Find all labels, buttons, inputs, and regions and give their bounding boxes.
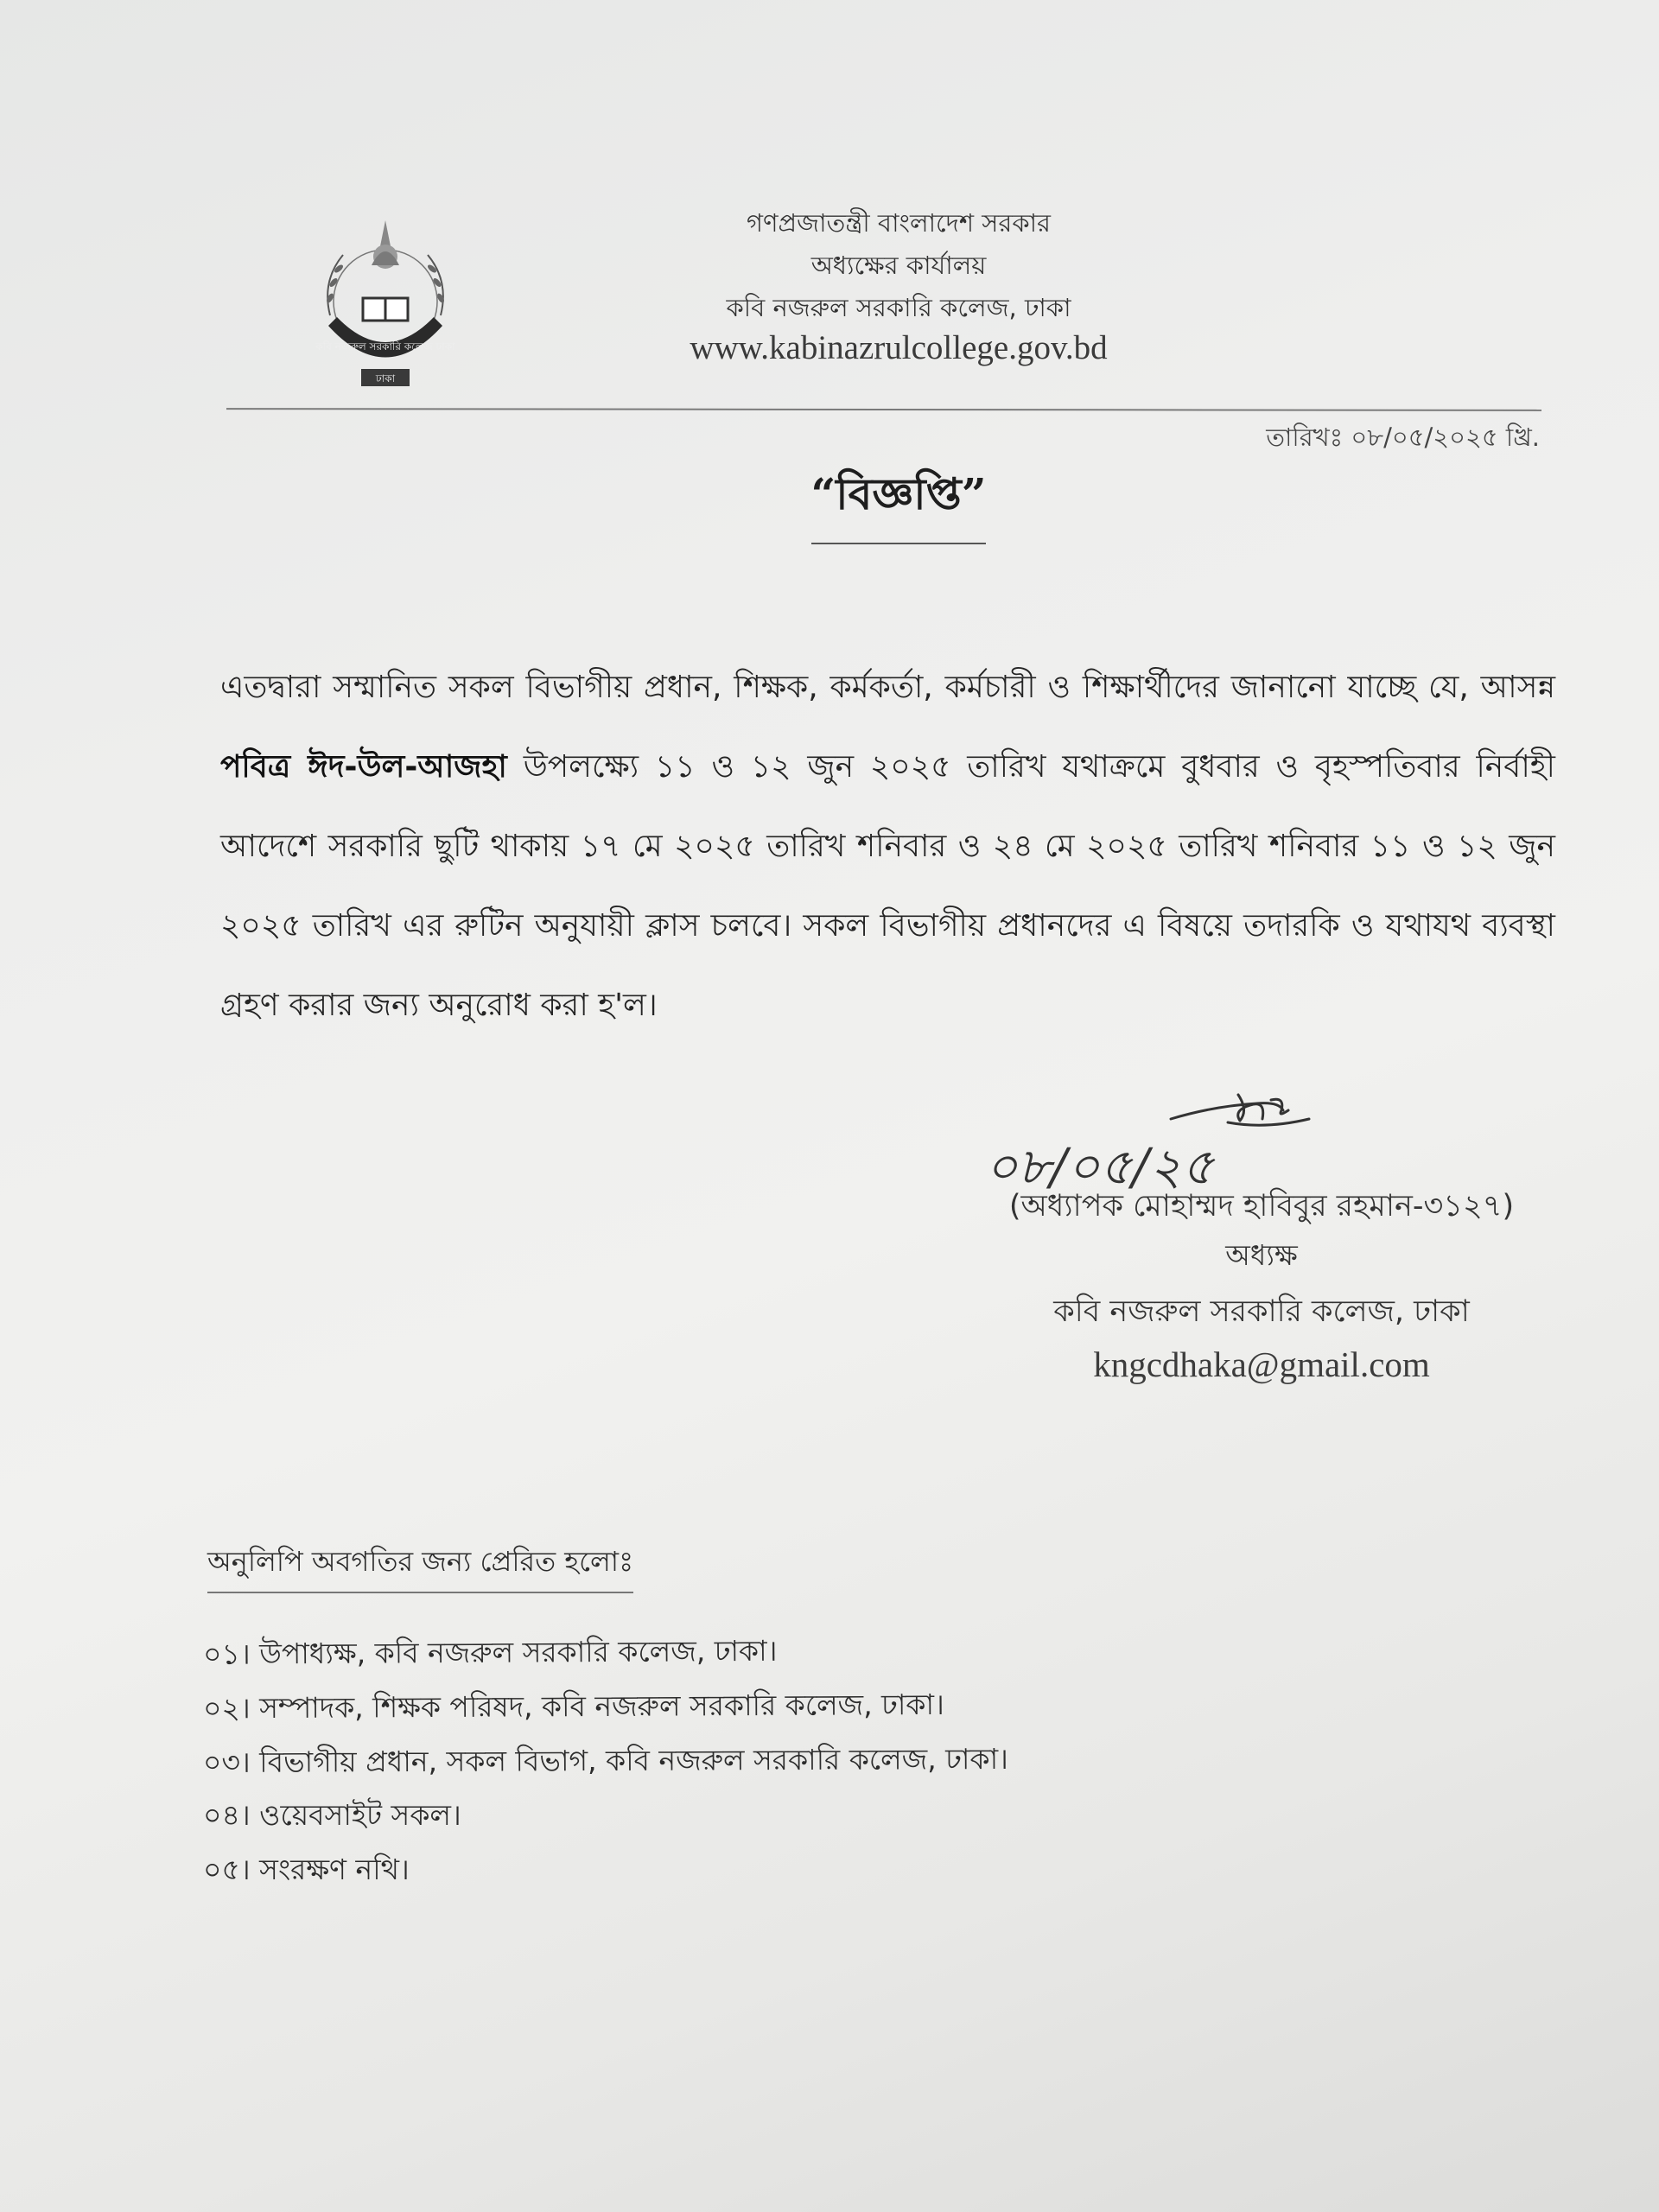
svg-text:কবি নজরুল সরকারি কলেজ ঢাকা: কবি নজরুল সরকারি কলেজ ঢাকা [315,340,455,353]
notice-title-text: “বিজ্ঞপ্তি” [811,462,987,544]
signatory-college: কবি নজরুল সরকারি কলেজ, ঢাকা [1053,1294,1470,1329]
college-name: কবি নজরুল সরকারি কলেজ, ঢাকা [726,293,1071,322]
copy-item: ০১। উপাধ্যক্ষ, কবি নজরুল সরকারি কলেজ, ঢাকা। [202,1633,778,1671]
copy-item: ০৪। ওয়েবসাইট সকল। [203,1798,461,1832]
college-website: www.kabinazrulcollege.gov.bd [690,329,1108,366]
body-highlight: পবিত্র ঈদ-উল-আজহা [220,749,507,785]
svg-text:ঢাকা: ঢাকা [375,372,396,385]
copy-item: ০২। সম্পাদক, শিক্ষক পরিষদ, কবি নজরুল সরকারি কলেজ, ঢাকা। [202,1687,944,1726]
college-emblem-icon [304,212,467,393]
signatory-name: (অধ্যাপক মোহাম্মদ হাবিবুর রহমান-৩১২৭) [1008,1189,1515,1224]
copy-heading: অনুলিপি অবগতির জন্য প্রেরিত হলোঃ [207,1540,633,1593]
body-part-2: উপলক্ষ্যে ১১ ও ১২ জুন ২০২৫ তারিখ যথাক্রমে বুধবার ও বৃহস্পতিবার নির্বাহী আদেশে সরকারি ছুটি থাকায় ১৭ মে ২০২৫ তারিখ শনিবার ও ২৪ মে ২০২৫ তারিখ শনিবার ১১ ও ১২ জুন ২০২৫ তারিখ এর রুটিন অনুযায়ী ক্লাস চলবে। সকল বিভাগীয় প্রধানদের এ বিষয়ে তদারকি ও যথাযথ ব্যবস্থা গ্রহণ করার জন্য অনুরোধ করা হ'ল। [220,749,1555,1023]
govt-title: গণপ্রজাতন্ত্রী বাংলাদেশ সরকার [746,208,1052,238]
copy-item: ০৩। বিভাগীয় প্রধান, সকল বিভাগ, কবি নজরুল সরকারি কলেজ, ঢাকা। [202,1741,1009,1780]
header-divider [226,408,1541,411]
notice-date: তারিখঃ ০৮/০৫/২০২৫ খ্রি. [1266,423,1540,452]
body-part-1: এতদ্বারা সম্মানিত সকল বিভাগীয় প্রধান, শিক্ষক, কর্মকর্তা, কর্মচারী ও শিক্ষার্থীদের জানানো যাচ্ছে যে, আসন্ন [220,670,1555,705]
office-title: অধ্যক্ষের কার্যালয় [810,251,987,280]
signatory-title: অধ্যক্ষ [1225,1238,1298,1272]
copy-list [203,1624,1008,1897]
svg-text:০৮/০৫/২৫: ০৮/০৫/২৫ [985,1137,1215,1196]
notice-title [657,462,1141,544]
copy-item: ০৫। সংরক্ষণ নথি। [203,1853,410,1886]
notice-body [220,648,1555,1046]
signatory-email: kngcdhaka@gmail.com [1093,1344,1430,1384]
